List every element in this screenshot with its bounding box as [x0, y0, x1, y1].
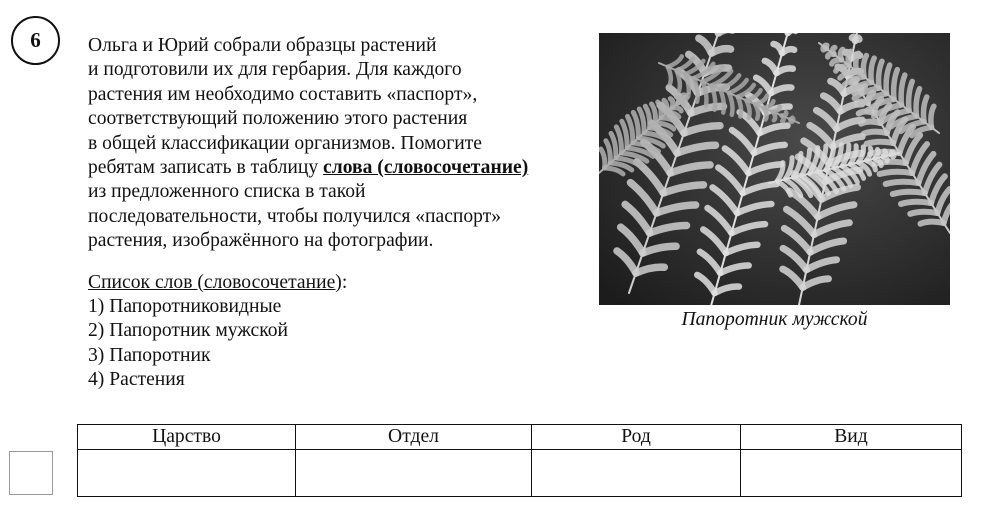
photo-caption: Папоротник мужской — [681, 309, 868, 330]
paragraph-line: в общей классификации организмов. Помогите — [88, 132, 482, 154]
answer-cell-genus[interactable] — [532, 450, 741, 497]
answer-table-row — [78, 450, 962, 497]
paragraph-line: последовательности, чтобы получился «паспорт» — [88, 205, 502, 227]
word-list-item: 3) Папоротник — [88, 344, 211, 366]
answer-table — [77, 424, 962, 497]
fern-photo-image — [599, 33, 950, 305]
answer-cell-kingdom[interactable] — [78, 450, 296, 497]
paragraph-line: растения, изображённого на фотографии. — [88, 230, 434, 252]
emphasis-words: слова (словосочетание) — [323, 157, 529, 179]
task-number-badge — [11, 16, 60, 65]
word-list-title-text: Список слов (словосочетание) — [88, 271, 342, 293]
paragraph-text: ребятам записать в таблицу — [88, 157, 324, 179]
header-genus: Род — [532, 425, 741, 450]
paragraph-line: соответствующий положению этого растения — [88, 108, 468, 130]
paragraph-line: из предложенного списка в такой — [88, 181, 366, 203]
paragraph-line: и подготовили их для гербария. Для каждого — [88, 59, 462, 81]
word-list-item: 2) Папоротник мужской — [88, 320, 289, 342]
paragraph-line: Ольга и Юрий собрали образцы растений — [88, 35, 437, 56]
header-kingdom: Царство — [78, 425, 296, 450]
paragraph-line: растения им необходимо составить «паспорт», — [88, 83, 478, 105]
word-list-item: 1) Папоротниковидные — [88, 296, 282, 318]
answer-cell-division[interactable] — [296, 450, 532, 497]
answer-checkbox[interactable] — [9, 451, 53, 495]
header-division: Отдел — [296, 425, 532, 450]
fern-photo — [599, 33, 950, 305]
paragraph-line — [88, 156, 582, 180]
word-list-title — [88, 271, 582, 295]
answer-cell-species[interactable] — [741, 450, 962, 497]
answer-table-header-row — [78, 425, 962, 450]
task-paragraph — [88, 34, 582, 254]
word-list-item: 4) Растения — [88, 369, 185, 391]
header-species: Вид — [741, 425, 962, 450]
word-list-title-suffix: : — [341, 271, 348, 293]
task-text — [88, 34, 582, 393]
task-number: 6 — [30, 28, 41, 52]
